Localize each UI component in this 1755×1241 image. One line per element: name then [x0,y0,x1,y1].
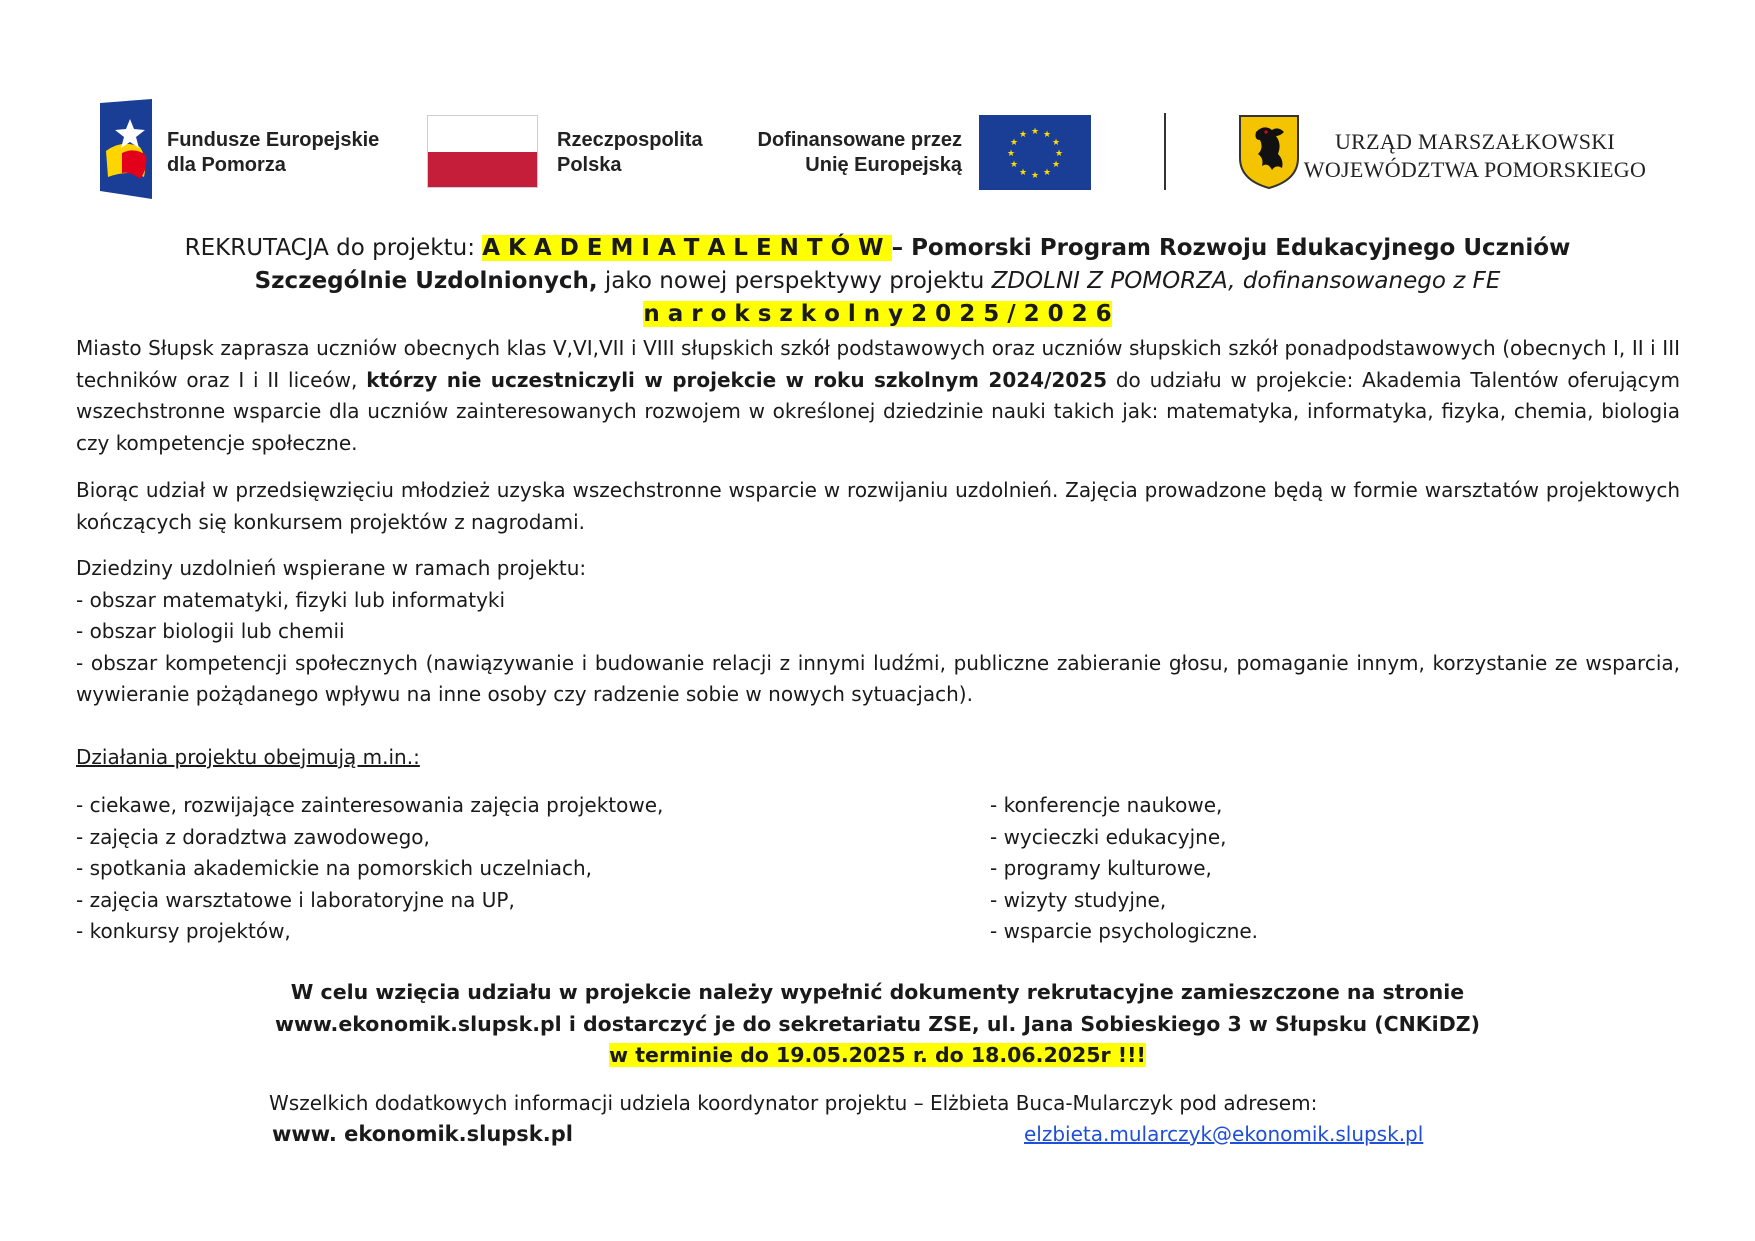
svg-text:★: ★ [1018,130,1028,140]
intro-text-1: Miasto Słupsk zaprasza uczniów obecnych klas V,VI,VII i VIII słupskich szkół podstawowych oraz uczniów słupskich szkół ponadpodstawowych (obecnych I, II i III techników oraz I i II liceów, [76,336,1680,392]
logo-divider [1164,113,1166,190]
svg-text:★: ★ [1042,168,1052,178]
fe-logo-line2: dla Pomorza [167,154,286,176]
cta-line-2: www.ekonomik.slupsk.pl i dostarczyć je do sekretariatu ZSE, ul. Jana Sobieskiego 3 w Słupsku (CNKiDZ) [275,1011,1480,1036]
header-prefix: REKRUTACJA do projektu: [184,235,483,261]
logo-bar [0,95,1755,205]
action-item: - wsparcie psychologiczne. [990,919,1259,943]
polish-flag [427,115,538,188]
action-item: - programy kulturowe, [990,856,1212,880]
svg-text:★: ★ [1009,160,1019,170]
project-subtitle: – Pomorski Program Rozwoju Edukacyjnego Uczniów [891,235,1571,261]
um-logo-line1: URZĄD MARSZAŁKOWSKI [1334,129,1616,154]
eu-logo-line2: Unię Europejską [805,154,962,176]
action-item: - zajęcia z doradztwa zawodowego, [76,824,430,849]
support-paragraph: Biorąc udział w przedsięwzięciu młodzież uzyska wszechstronne wsparcie w rozwijaniu uzdolnień. Zajęcia prowadzone będą w formie warsztatów projektowych kończących się konkursem projektów z nagrodami. [76,478,1680,534]
header-line-2 [75,265,1680,298]
actions-heading: Działania projektu obejmują m.in.: [76,745,420,769]
eu-flag [979,115,1091,190]
domain-item: - obszar kompetencji społecznych (nawiązywanie i budowanie relacji z innymi ludźmi, publiczne zabieranie głosu, pomaganie innym, korzystanie ze wsparcia, wywieranie pożądanego wpływu na inne osoby czy radzenie sobie w nowych sytuacjach). [76,650,1680,706]
action-item: - wycieczki edukacyjne, [990,824,1227,849]
header-line-1 [75,232,1680,265]
action-item: - wizyty studyjne, [990,887,1167,912]
svg-text:★: ★ [1030,127,1040,137]
header-line2-normal: jako nowej perspektywy projektu [597,268,992,294]
rp-logo-line2: Polska [557,154,622,176]
action-item: - konkursy projektów, [76,919,291,943]
actions-left-column [76,790,663,948]
action-item: - ciekawe, rozwijające zainteresowania zajęcia projektowe, [76,793,664,817]
domain-item: - obszar matematyki, fizyki lub informatyki [76,587,506,612]
svg-text:★: ★ [1009,138,1019,148]
email-link[interactable]: elzbieta.mularczyk@ekonomik.slupsk.pl [1024,1122,1424,1146]
recruitment-header [75,232,1680,331]
fundusze-europejskie-logo [100,99,152,199]
domains-section [76,553,1680,711]
deadline: w terminie do 19.05.2025 r. do 18.06.2025r !!! [609,1043,1146,1067]
intro-text-bold: którzy nie uczestniczyli w projekcie w roku szkolnym 2024/2025 [366,367,1108,392]
cta-line-3 [75,1040,1680,1072]
action-item: - zajęcia warsztatowe i laboratoryjne na UP, [76,887,515,912]
action-item: - konferencje naukowe, [990,793,1223,817]
intro-text-2: do udziału w projekcie: Akademia Talentów oferującym wszechstronne wsparcie dla uczniów zainteresowanych rozwojem w określonej dziedzinie nauki takich jak: matematyka, informatyka, fizyka, chemia, biologia czy kompetencje społeczne. [76,367,1680,455]
header-line2-bold: Szczególnie Uzdolnionych, [254,268,598,294]
um-logo-line2: WOJEWÓDZTWA POMORSKIEGO [1303,157,1647,182]
cta-line-1: W celu wzięcia udziału w projekcie należy wypełnić dokumenty rekrutacyjne zamieszczone na stronie [290,980,1465,1004]
domains-heading: Dziedziny uzdolnień wspierane w ramach projektu: [76,556,587,580]
svg-text:★: ★ [1051,160,1061,170]
svg-text:★: ★ [1006,149,1016,159]
website-link[interactable]: www. ekonomik.slupsk.pl [272,1122,573,1146]
school-year: n a r o k s z k o l n y 2 0 2 5 / 2 0 2 6 [643,301,1112,327]
eu-logo-line1: Dofinansowane przez [757,129,962,151]
intro-paragraph [76,333,1680,459]
contact-line: Wszelkich dodatkowych informacji udziela koordynator projektu – Elżbieta Buca-Mularczyk pod adresem: [269,1091,1318,1115]
header-line-3 [75,298,1680,331]
rp-logo-line1: Rzeczpospolita [557,129,703,151]
svg-text:★: ★ [1018,168,1028,178]
svg-text:★: ★ [1054,149,1064,159]
project-name: A K A D E M I A T A L E N T Ó W [482,235,892,261]
domain-item: - obszar biologii lub chemii [76,619,345,643]
svg-text:★: ★ [1030,171,1040,181]
fe-logo-line1: Fundusze Europejskie [167,129,380,151]
header-line2-italic: ZDOLNI Z POMORZA, dofinansowanego z FE [991,268,1501,294]
cta-section [75,977,1680,1072]
action-item: - spotkania akademickie na pomorskich uczelniach, [76,856,592,880]
pomorskie-crest-logo [1238,114,1300,189]
svg-text:★: ★ [1042,130,1052,140]
svg-text:★: ★ [1051,138,1061,148]
actions-right-column [990,790,1258,948]
